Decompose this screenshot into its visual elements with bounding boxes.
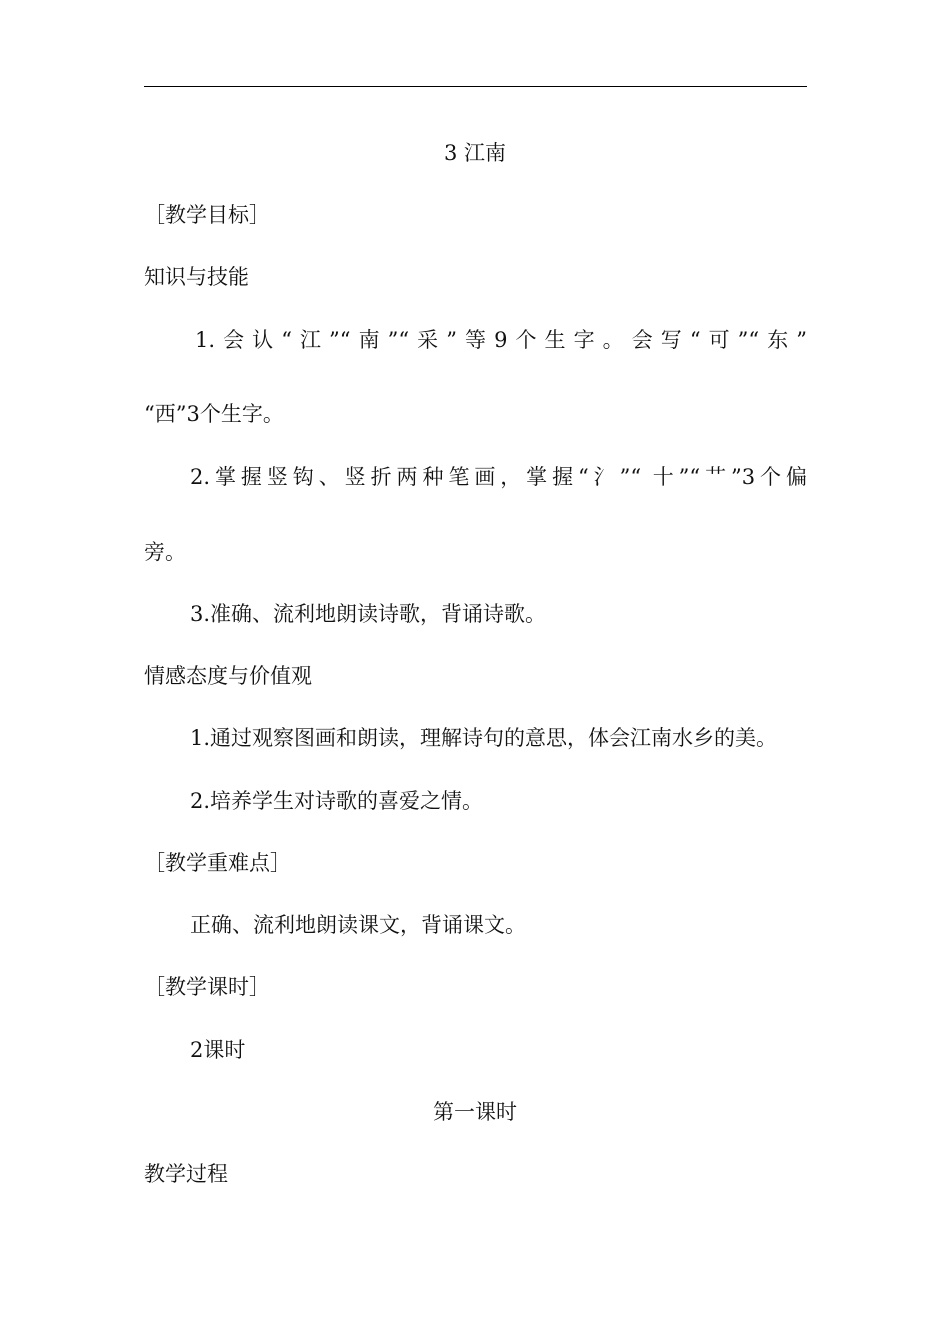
- key-points-text: 正确、流利地朗读课文，背诵课文。: [190, 913, 526, 937]
- knowledge-item-3: 3.准确、流利地朗读诗歌，背诵诗歌。: [190, 602, 547, 626]
- header-rule: [144, 86, 807, 87]
- hours-text: 2课时: [190, 1038, 246, 1062]
- emotion-heading: 情感态度与价值观: [144, 664, 312, 688]
- document-title: 3 江南: [443, 141, 507, 165]
- section-heading-key-points: ［教学重难点］: [144, 851, 291, 875]
- emotion-item-2: 2.培养学生对诗歌的喜爱之情。: [190, 789, 484, 813]
- lesson-title: 第一课时: [433, 1100, 517, 1124]
- process-heading: 教学过程: [144, 1162, 228, 1186]
- section-heading-hours: ［教学课时］: [144, 975, 270, 999]
- section-heading-objectives: ［教学目标］: [144, 203, 270, 227]
- emotion-item-1: 1.通过观察图画和朗读，理解诗句的意思，体会江南水乡的美。: [190, 726, 778, 750]
- knowledge-item-2-continued: 旁。: [144, 540, 186, 564]
- knowledge-item-1-continued: “西”3个生字。: [144, 402, 284, 426]
- knowledge-heading: 知识与技能: [144, 265, 249, 289]
- knowledge-item-1: 1.会认“江”“南”“采”等9个生字。会写“可”“东”: [195, 328, 807, 352]
- knowledge-item-2: 2.掌握竖钩、竖折两种笔画，掌握“氵”“ 十”“艹”3个偏: [190, 465, 807, 489]
